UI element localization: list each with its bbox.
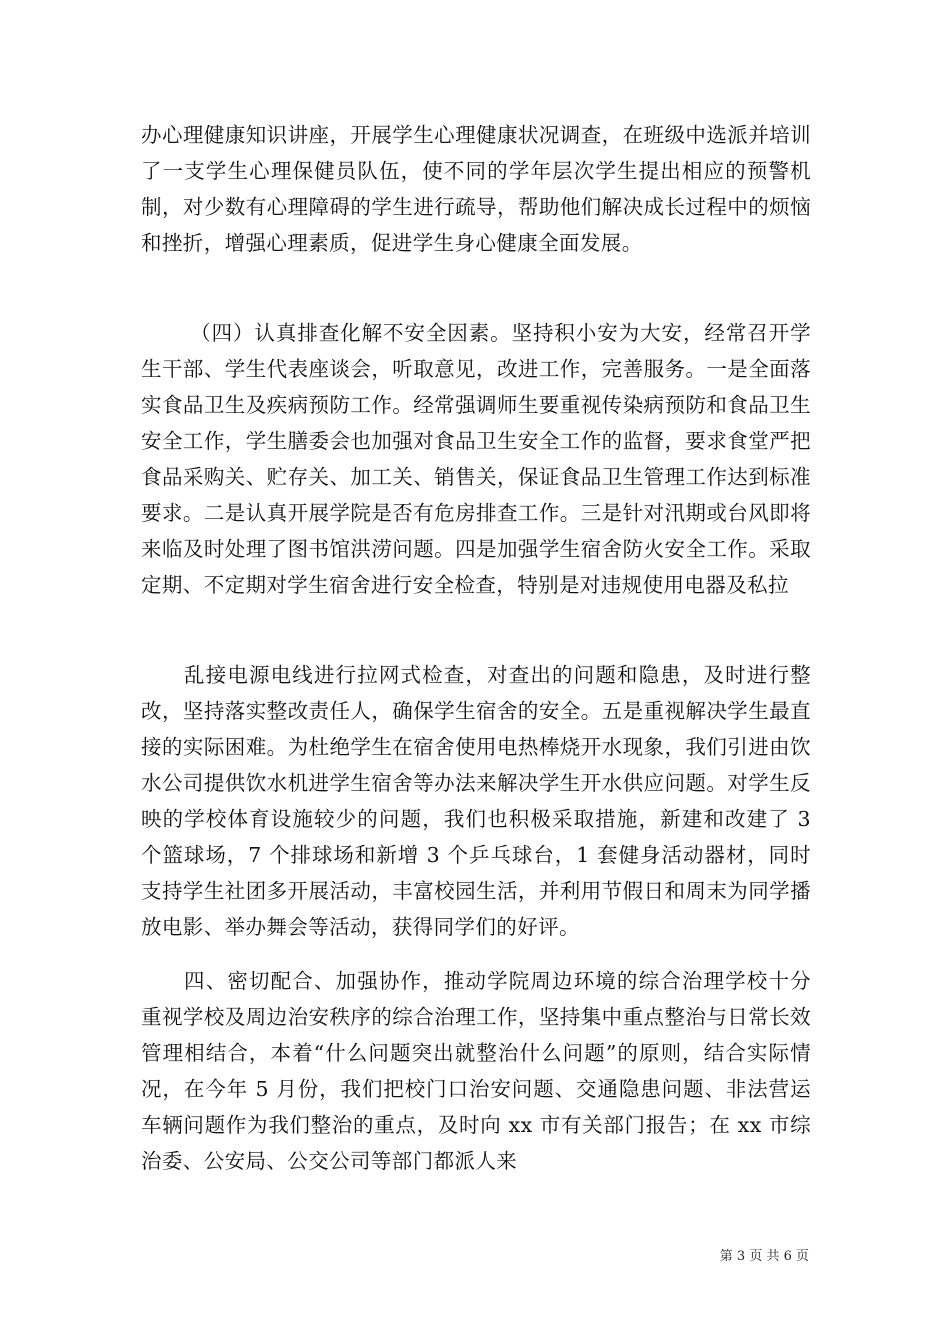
page-number-footer: 第 3 页 共 6 页 <box>719 1249 809 1264</box>
paragraph-3: 乱接电源电线进行拉网式检查，对查出的问题和隐患，及时进行整改，坚持落实整改责任人，确保学生宿舍的安全。五是重视解决学生最直接的实际困难。为杜绝学生在宿舍使用电热棒烧开水现象，我们引进由饮水公司提供饮水机进学生宿舍等办法来解决学生开水供应问题。对学生反映的学校体育设施较少的问题，我们也积极采取措施，新建和改建了 3 个篮球场，7 个排球场和新增 3 个乒乓球台，1 套健身活动器材，同时支持学生社团多开展活动，丰富校园生活，并利用节假日和周末为同学播放电影、举办舞会等活动，获得同学们的好评。 <box>141 663 811 939</box>
document-body <box>141 117 811 1215</box>
paragraph-1: 办心理健康知识讲座，开展学生心理健康状况调查，在班级中选派并培训了一支学生心理保健员队伍，使不同的学年层次学生提出相应的预警机制，对少数有心理障碍的学生进行疏导，帮助他们解决成长过程中的烦恼和挫折，增强心理素质，促进学生身心健康全面发展。 <box>141 123 811 255</box>
paragraph-2: （四）认真排查化解不安全因素。坚持积小安为大安，经常召开学生干部、学生代表座谈会，听取意见，改进工作，完善服务。一是全面落实食品卫生及疾病预防工作。经常强调师生要重视传染病预防和食品卫生安全工作，学生膳委会也加强对食品卫生安全工作的监督，要求食堂严把食品采购关、贮存关、加工关、销售关，保证食品卫生管理工作达到标准要求。二是认真开展学院是否有危房排查工作。三是针对汛期或台风即将来临及时处理了图书馆洪涝问题。四是加强学生宿舍防火安全工作。采取定期、不定期对学生宿舍进行安全检查，特别是对违规使用电器及私拉 <box>141 321 811 597</box>
paragraph-4: 四、密切配合、加强协作，推动学院周边环境的综合治理学校十分重视学校及周边治安秩序的综合治理工作，坚持集中重点整治与日常长效管理相结合，本着“什么问题突出就整治什么问题”的原则，结合实际情况，在今年 5 月份，我们把校门口治安问题、交通隐患问题、非法营运车辆问题作为我们整治的重点，及时向 xx 市有关部门报告；在 xx 市综治委、公安局、公交公司等部门都派人来 <box>141 969 811 1173</box>
